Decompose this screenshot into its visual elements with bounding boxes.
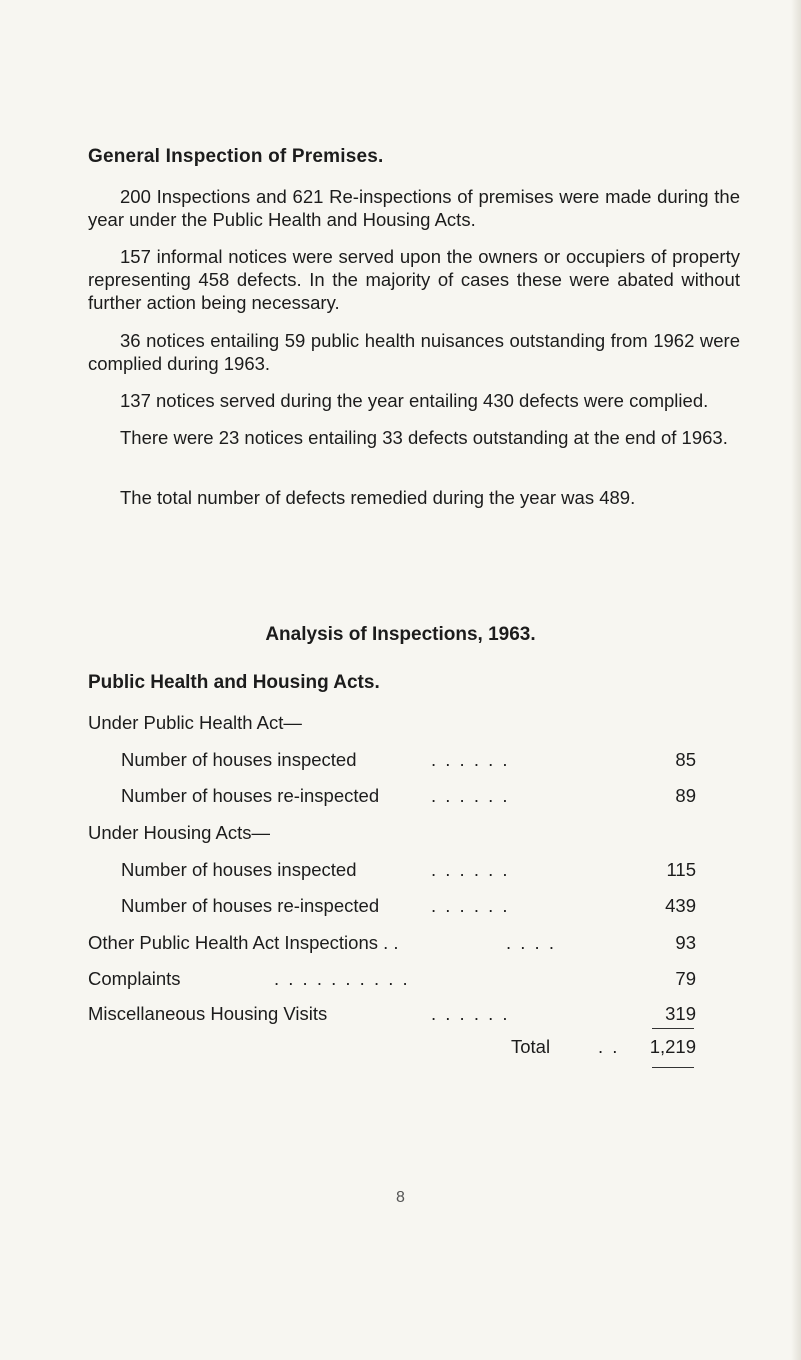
row-value: 85 — [675, 749, 696, 770]
paragraph-notices-complied: 137 notices served during the year entailing 430 defects were complied. — [120, 390, 709, 411]
total-top-rule — [652, 1028, 694, 1029]
table-row — [121, 749, 696, 773]
page-edge-shadow — [791, 0, 801, 1360]
row-label: Complaints — [88, 968, 181, 989]
row-leader-dots: . . . . . . — [431, 785, 510, 806]
paragraph-outstanding-1962: 36 notices entailing 59 public health nuisances outstanding from 1962 were complied during 1963. — [88, 330, 740, 374]
row-leader-dots: . . . . . . — [431, 859, 510, 880]
row-value: 79 — [675, 968, 696, 989]
row-label: Number of houses re-inspected — [121, 895, 380, 916]
row-value: 319 — [665, 1003, 696, 1024]
total-label: Total — [511, 1036, 551, 1057]
row-label: Number of houses re-inspected — [121, 785, 380, 806]
paragraph-defects-remedied: The total number of defects remedied during the year was 489. — [120, 487, 636, 508]
paragraph-informal-notices: 157 informal notices were served upon the owners or occupiers of property representing 458 defects. In the majority of cases these were abated without further action being necessary. — [88, 246, 740, 313]
analysis-title: Analysis of Inspections, 1963. — [265, 624, 536, 645]
row-leader-dots: . . . . . . — [431, 895, 510, 916]
table-row — [121, 895, 696, 919]
row-value: 439 — [665, 895, 696, 916]
acts-subheading: Public Health and Housing Acts. — [88, 672, 380, 693]
section-heading: General Inspection of Premises. — [88, 146, 384, 167]
row-label: Number of houses inspected — [121, 859, 357, 880]
public-health-act-label: Under Public Health Act— — [88, 712, 302, 733]
table-row — [121, 859, 696, 883]
row-value: 93 — [675, 932, 696, 953]
row-label: Other Public Health Act Inspections . . — [88, 932, 399, 953]
total-leader-dots: . . — [598, 1036, 620, 1057]
page-number: 8 — [396, 1189, 405, 1206]
total-bottom-rule — [652, 1067, 694, 1068]
total-value: 1,219 — [649, 1036, 696, 1057]
row-leader-dots: . . . . . . . . . . — [274, 968, 410, 989]
row-leader-dots: . . . . . . — [431, 1003, 510, 1024]
row-leader-dots: . . . . . . — [431, 749, 510, 770]
table-row — [88, 932, 696, 956]
row-value: 89 — [675, 785, 696, 806]
row-leader-dots: . . . . — [506, 932, 556, 953]
table-row — [88, 968, 696, 992]
row-value: 115 — [666, 859, 696, 880]
paragraph-inspections: 200 Inspections and 621 Re-inspections of premises were made during the year under the Public Health and Housing Acts. — [88, 186, 740, 230]
paragraph-notices-outstanding: There were 23 notices entailing 33 defects outstanding at the end of 1963. — [120, 427, 728, 448]
row-label: Miscellaneous Housing Visits — [88, 1003, 328, 1024]
table-row — [121, 785, 696, 809]
housing-acts-label: Under Housing Acts— — [88, 822, 271, 843]
table-row — [88, 1003, 696, 1027]
row-label: Number of houses inspected — [121, 749, 357, 770]
